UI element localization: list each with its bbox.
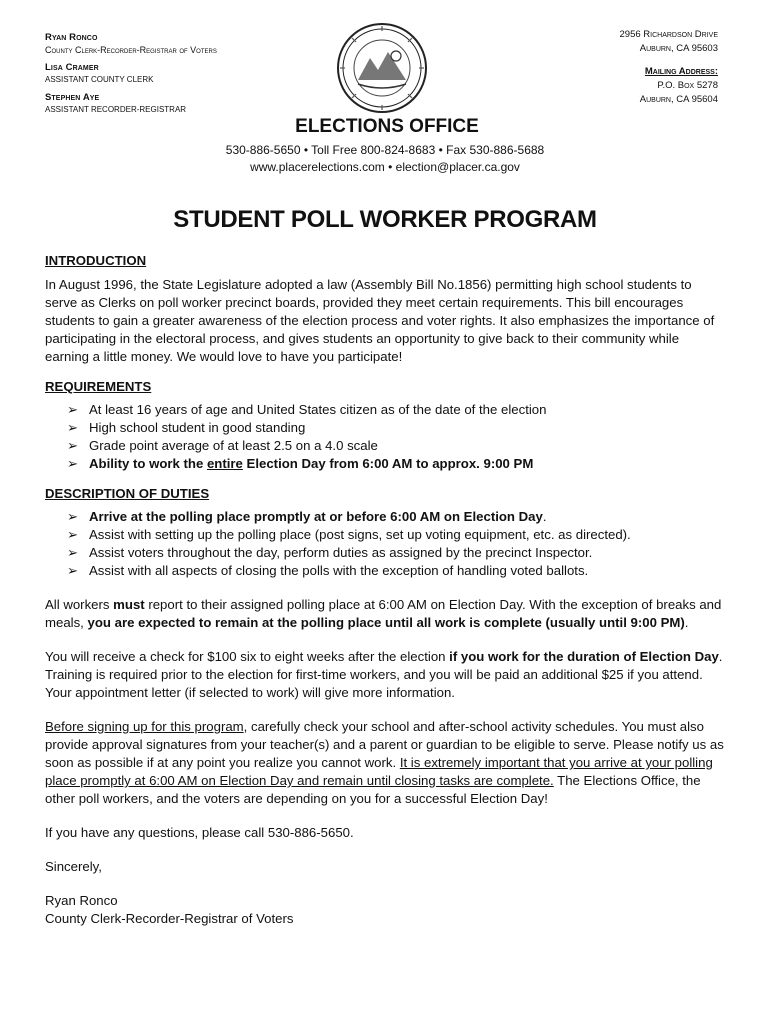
arrow-bullet-icon: ➢ — [67, 509, 79, 524]
mailing-address-label: Mailing Address: — [644, 66, 718, 77]
phone-number: 530-886-5650 — [225, 143, 301, 157]
arrow-bullet-icon: ➢ — [67, 545, 79, 560]
pay-paragraph: You will receive a check for $100 six to eight weeks after the election if you work for the duration of Election Day. Training is required prior to the election for first-time workers, and you will be paid an additional $25 if you attend. Your appointment letter (if selected to work) will give more information. — [45, 649, 723, 700]
fax-number: Fax 530-886-5688 — [446, 143, 545, 157]
email-link[interactable]: election@placer.ca.gov — [395, 160, 520, 174]
list-item: ➢ Assist voters throughout the day, perform duties as assigned by the precinct Inspector. — [67, 545, 593, 560]
section-heading-duties: DESCRIPTION OF DUTIES — [45, 486, 210, 501]
mailing-city: Auburn, CA 95604 — [639, 94, 718, 105]
county-seal — [336, 22, 428, 114]
arrow-bullet-icon: ➢ — [67, 438, 79, 453]
staff-name-1: Ryan Ronco — [45, 32, 98, 43]
office-address — [620, 28, 718, 107]
arrow-bullet-icon: ➢ — [67, 563, 79, 578]
section-heading-introduction: INTRODUCTION — [45, 253, 147, 268]
requirements-list — [45, 401, 725, 473]
street-address: 2956 Richardson Drive — [619, 29, 718, 40]
intro-paragraph: In August 1996, the State Legislature adopted a law (Assembly Bill No.1856) permitting high school students to serve as Clerks on poll worker precinct boards, provided they meet certain requirements. This bill encourages students to gain a greater awareness of the election process and voter rights. It also emphasizes the importance of participating in the electoral process, and gives students an opportunity to give back to their community while earning a little money. We would love to have you participate! — [45, 277, 715, 364]
signature-name: Ryan Ronco — [45, 893, 118, 908]
document-title: STUDENT POLL WORKER PROGRAM — [173, 206, 597, 233]
bullet-sep: • — [388, 160, 393, 174]
workers-paragraph: All workers must report to their assigned polling place at 6:00 AM on Election Day. With the exception of breaks and meals, you are expected to remain at the polling place until all work is complete (usually until 9:00 PM). — [45, 597, 722, 630]
arrow-bullet-icon: ➢ — [67, 456, 79, 471]
list-item: ➢ High school student in good standing — [67, 420, 306, 435]
arrow-bullet-icon: ➢ — [67, 527, 79, 542]
toll-free-number: Toll Free 800-824-8683 — [311, 143, 436, 157]
section-heading-requirements: REQUIREMENTS — [45, 379, 152, 394]
office-title: ELECTIONS OFFICE — [295, 116, 479, 137]
list-item: ➢ Assist with all aspects of closing the polls with the exception of handling voted ballots. — [67, 563, 589, 578]
bullet-sep: • — [438, 143, 443, 157]
bullet-sep: • — [303, 143, 309, 157]
staff-name-2: Lisa Cramer — [45, 62, 99, 73]
list-item: ➢ Grade point average of at least 2.5 on a 4.0 scale — [67, 438, 378, 453]
staff-list — [45, 32, 335, 122]
staff-name-3: Stephen Aye — [45, 92, 100, 103]
arrow-bullet-icon: ➢ — [67, 420, 79, 435]
website-link[interactable]: www.placerelections.com — [250, 160, 385, 174]
staff-title-3: ASSISTANT RECORDER-REGISTRAR — [45, 105, 187, 114]
list-item: ➢ Assist with setting up the polling place (post signs, set up voting equipment, etc. as directed). — [67, 527, 631, 542]
contact-phones — [0, 142, 770, 159]
letter-body — [45, 252, 725, 928]
street-city: Auburn, CA 95603 — [639, 43, 718, 54]
po-box: P.O. Box 5278 — [657, 80, 718, 91]
staff-title-1: County Clerk-Recorder-Registrar of Voters — [45, 45, 217, 55]
list-item: ➢ Ability to work the entire Election Day from 6:00 AM to approx. 9:00 PM — [67, 456, 534, 471]
staff-title-2: ASSISTANT COUNTY CLERK — [45, 75, 154, 84]
duties-list — [45, 508, 725, 580]
list-item: ➢ At least 16 years of age and United States citizen as of the date of the election — [67, 402, 547, 417]
before-signing-paragraph: Before signing up for this program, carefully check your school and after-school activity schedules. You must also provide approval signatures from your teacher(s) and a parent or guardian to be eligible to serve. Please notify us as soon as possible if at any point you realize you cannot work. It is extremely important that you arrive at your polling place promptly at 6:00 AM on Election Day and remain until closing tasks are complete. The Elections Office, the other poll workers, and the voters are depending on you for a successful Election Day! — [45, 719, 724, 806]
questions-paragraph: If you have any questions, please call 530-886-5650. — [45, 825, 354, 840]
closing: Sincerely, — [45, 859, 102, 874]
contact-web — [0, 159, 770, 176]
arrow-bullet-icon: ➢ — [67, 402, 79, 417]
list-item: ➢ Arrive at the polling place promptly at or before 6:00 AM on Election Day. — [67, 509, 547, 524]
signature-title: County Clerk-Recorder-Registrar of Voters — [45, 911, 294, 926]
